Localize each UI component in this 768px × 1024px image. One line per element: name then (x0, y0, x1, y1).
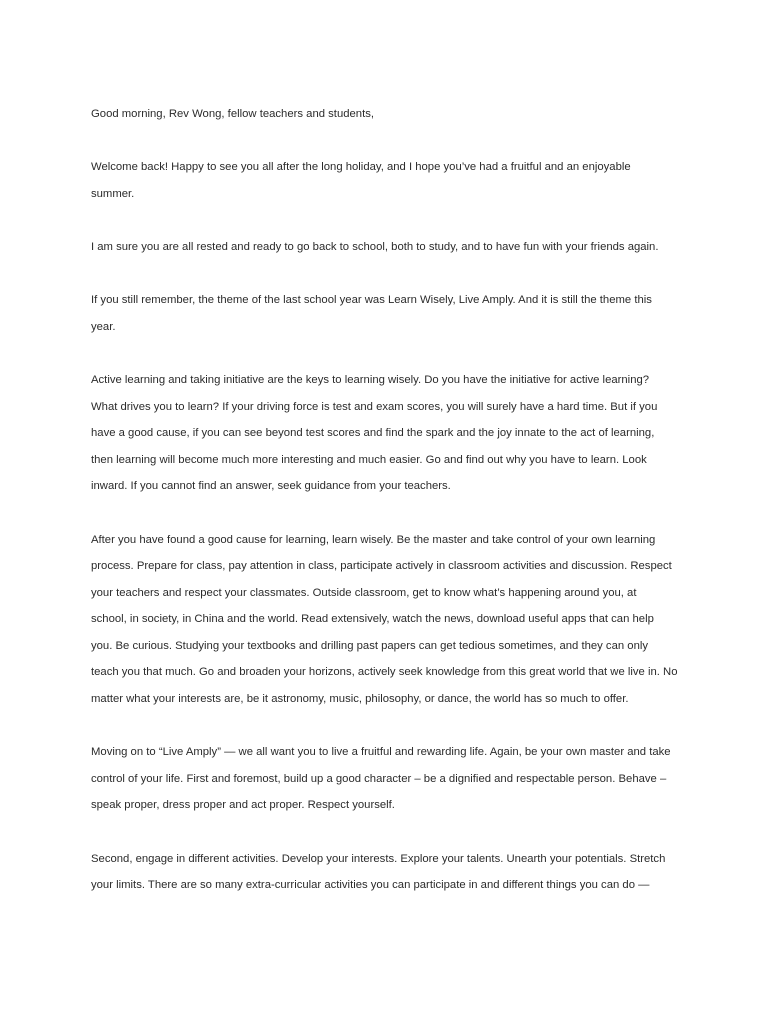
text-line: process. Prepare for class, pay attention in class, participate actively in classroom activities and discussion. Respect (91, 560, 672, 573)
text-line: school, in society, in China and the world. Read extensively, watch the news, download useful apps that can help (91, 613, 654, 626)
paragraph-learn-wisely (91, 527, 691, 713)
text-line: Second, engage in different activities. Develop your interests. Explore your talents. Unearth your potentials. Stretch (91, 852, 666, 865)
text-line: speak proper, dress proper and act proper. Respect yourself. (91, 799, 395, 812)
text-line: your limits. There are so many extra-curricular activities you can participate in and different things you can do — (91, 879, 650, 892)
paragraph-theme (91, 287, 691, 340)
paragraph-welcome (91, 154, 691, 207)
text-line: inward. If you cannot find an answer, seek guidance from your teachers. (91, 480, 451, 493)
text-line: Active learning and taking initiative are the keys to learning wisely. Do you have the initiative for active learning? (91, 373, 650, 386)
text-line: summer. (91, 187, 135, 200)
text-line: I am sure you are all rested and ready to go back to school, both to study, and to have fun with your friends again. (91, 240, 659, 253)
text-line: If you still remember, the theme of the last school year was Learn Wisely, Live Amply. And it is still the theme this (91, 294, 652, 307)
text-line: Moving on to “Live Amply” — we all want you to live a fruitful and rewarding life. Again, be your own master and take (91, 746, 671, 759)
speech-text (91, 101, 691, 925)
text-line: What drives you to learn? If your driving force is test and exam scores, you will surely have a hard time. But if you (91, 400, 658, 413)
text-line: teach you that much. Go and broaden your horizons, actively seek knowledge from this great world that we live in. No (91, 666, 678, 679)
text-line: After you have found a good cause for learning, learn wisely. Be the master and take control of your own learning (91, 533, 656, 546)
paragraph-active-learning (91, 367, 691, 500)
paragraph-activities (91, 846, 691, 899)
text-line: year. (91, 320, 116, 333)
text-line: control of your life. First and foremost, build up a good character – be a dignified and respectable person. Behave – (91, 772, 667, 785)
text-line: then learning will become much more interesting and much easier. Go and find out why you have to learn. Look (91, 453, 647, 466)
text-line: have a good cause, if you can see beyond test scores and find the spark and the joy innate to the act of learning, (91, 427, 655, 440)
paragraph-greeting (91, 101, 691, 128)
paragraph-rested (91, 234, 691, 261)
text-line: matter what your interests are, be it astronomy, music, philosophy, or dance, the world has so much to offer. (91, 693, 629, 706)
text-line: you. Be curious. Studying your textbooks and drilling past papers can get tedious sometimes, and they can only (91, 639, 649, 652)
text-line: Welcome back! Happy to see you all after the long holiday, and I hope you’ve had a fruitful and an enjoyable (91, 161, 631, 174)
paragraph-live-amply (91, 739, 691, 819)
text-line: your teachers and respect your classmates. Outside classroom, get to know what’s happening around you, at (91, 586, 637, 599)
text-line: Good morning, Rev Wong, fellow teachers and students, (91, 108, 374, 120)
